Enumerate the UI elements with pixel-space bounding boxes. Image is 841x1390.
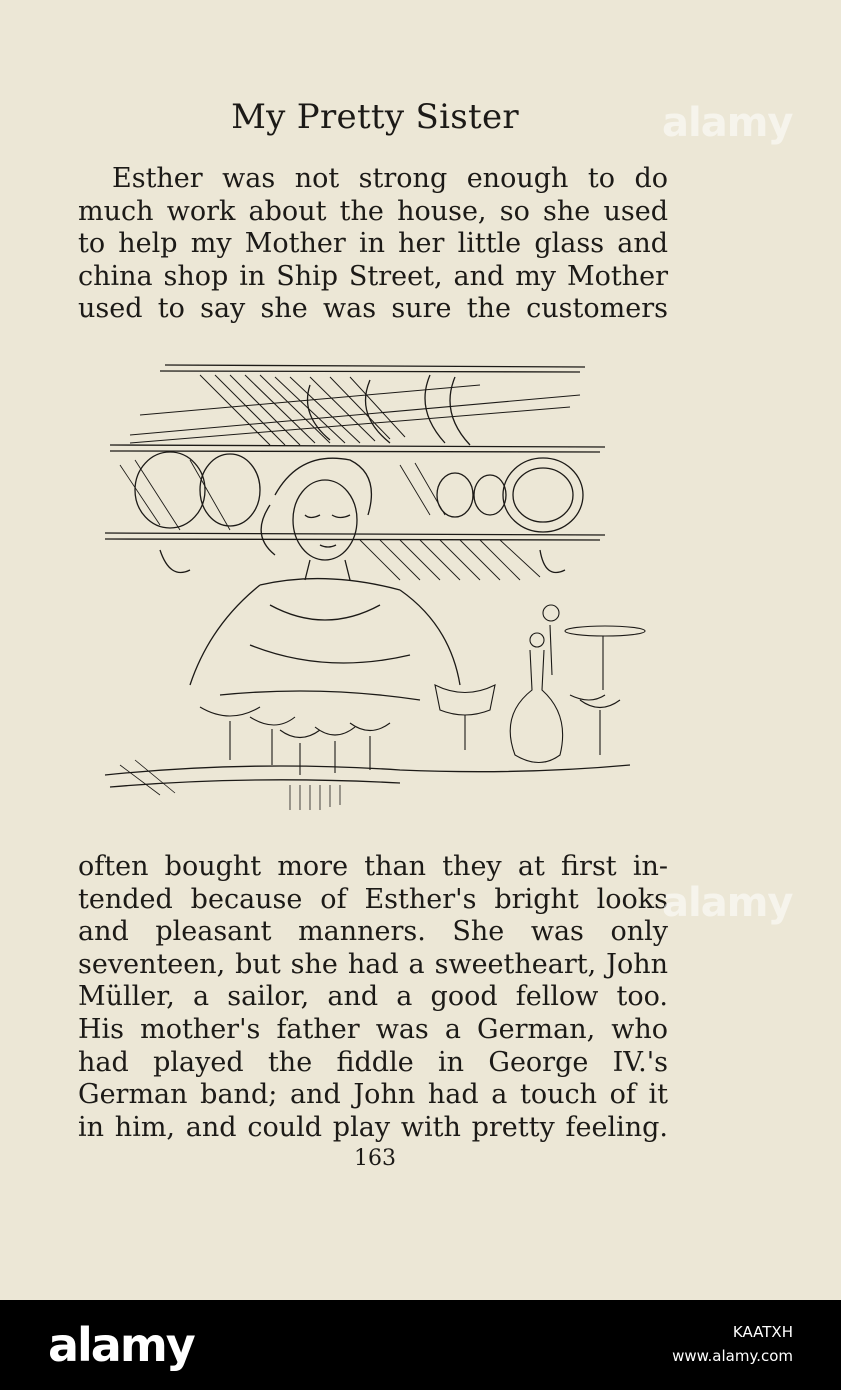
watermark-logo: alamy xyxy=(662,100,793,146)
text-line: much work about the house, so she used xyxy=(78,195,668,227)
text-line: Esther was not strong enough to do xyxy=(112,163,668,194)
site-url: www.alamy.com xyxy=(672,1347,793,1365)
image-id: KAATXH xyxy=(732,1323,793,1341)
text-line: used to say she was sure the customers xyxy=(78,293,668,325)
text-line: china shop in Ship Street, and my Mother xyxy=(78,260,668,292)
text-line: tended because of Esther's bright looks xyxy=(78,883,668,915)
page-number: 163 xyxy=(354,1146,396,1171)
text-line: Müller, a sailor, and a good fellow too. xyxy=(78,981,668,1013)
text-line: had played the fiddle in George IV.'s xyxy=(78,1046,668,1078)
illustration-glass-shop xyxy=(100,355,655,820)
text-line: to help my Mother in her little glass and xyxy=(78,228,668,260)
paragraph-1 xyxy=(78,163,668,326)
page-title: My Pretty Sister xyxy=(231,97,519,137)
text-line: and pleasant manners. She was only xyxy=(78,916,668,948)
brand-logo: alamy xyxy=(48,1318,194,1372)
image-credit xyxy=(672,1320,793,1368)
text-line: His mother's father was a German, who xyxy=(78,1013,668,1045)
text-line: often bought more than they at first in- xyxy=(78,851,668,882)
paragraph-2 xyxy=(78,851,668,1144)
text-line: German band; and John had a touch of it xyxy=(78,1079,668,1111)
watermark-footer xyxy=(0,1300,841,1390)
text-line: seventeen, but she had a sweetheart, John xyxy=(78,948,668,980)
watermark-logo: alamy xyxy=(662,880,793,926)
text-line: in him, and could play with pretty feeling. xyxy=(78,1111,668,1143)
